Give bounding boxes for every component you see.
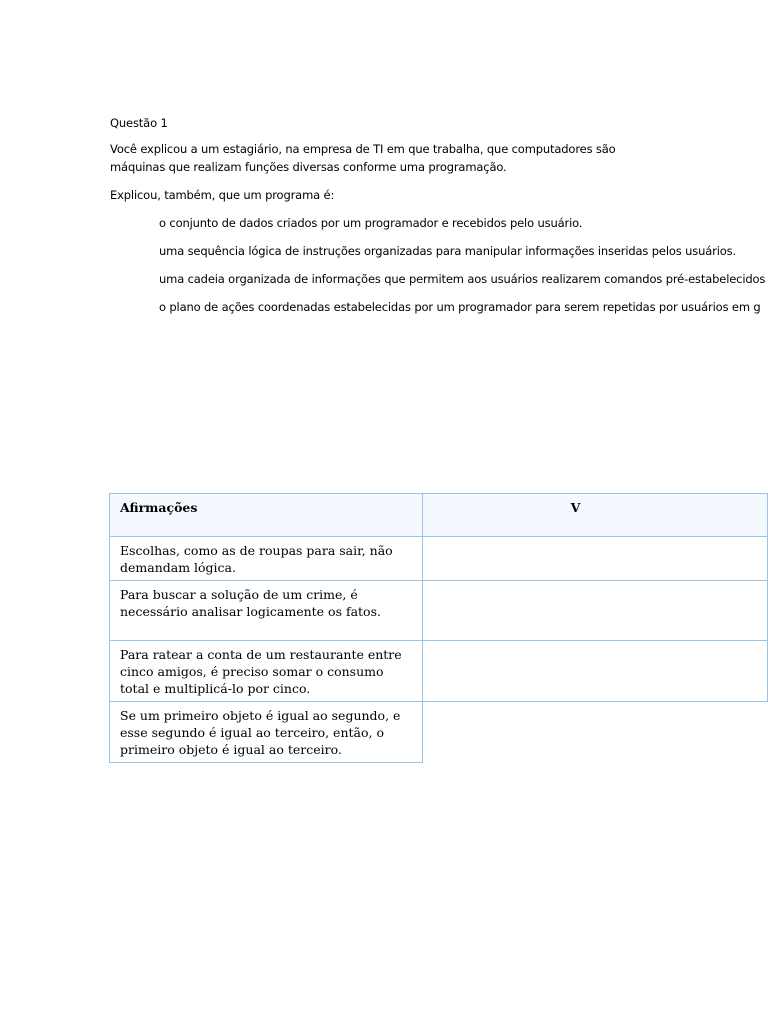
answer-option-c: uma cadeia organizada de informações que permitem aos usuários realizarem comandos pré-estabelecidos — [159, 272, 766, 286]
header-v: V — [422, 494, 767, 537]
table-header-row — [110, 494, 768, 537]
table-row — [110, 537, 768, 581]
statement-cell: Se um primeiro objeto é igual ao segundo, e esse segundo é igual ao terceiro, então, o primeiro objeto é igual ao terceiro. — [110, 702, 423, 763]
question-prompt: Explicou, também, que um programa é: — [110, 188, 335, 202]
table-row — [110, 641, 768, 702]
table-row — [110, 581, 768, 641]
answer-option-a: o conjunto de dados criados por um programador e recebidos pelo usuário. — [159, 216, 583, 230]
statements-table — [109, 493, 768, 763]
answer-option-d: o plano de ações coordenadas estabelecidas por um programador para serem repetidas por usuários em g — [159, 300, 761, 314]
question-intro-line-1: Você explicou a um estagiário, na empresa de TI em que trabalha, que computadores são — [110, 142, 616, 156]
statement-cell: Escolhas, como as de roupas para sair, não demandam lógica. — [110, 537, 423, 581]
answer-cell-empty — [422, 702, 767, 763]
statement-cell: Para ratear a conta de um restaurante entre cinco amigos, é preciso somar o consumo total e multiplicá-lo por cinco. — [110, 641, 423, 702]
question-intro-line-2: máquinas que realizam funções diversas conforme uma programação. — [110, 160, 507, 174]
header-afirmacoes: Afirmações — [110, 494, 423, 537]
answer-cell[interactable] — [422, 537, 767, 581]
statement-cell: Para buscar a solução de um crime, é necessário analisar logicamente os fatos. — [110, 581, 423, 641]
answer-cell[interactable] — [422, 581, 767, 641]
answer-cell[interactable] — [422, 641, 767, 702]
table-row — [110, 702, 768, 763]
answer-option-b: uma sequência lógica de instruções organizadas para manipular informações inseridas pelos usuários. — [159, 244, 737, 258]
question-title: Questão 1 — [110, 116, 168, 130]
